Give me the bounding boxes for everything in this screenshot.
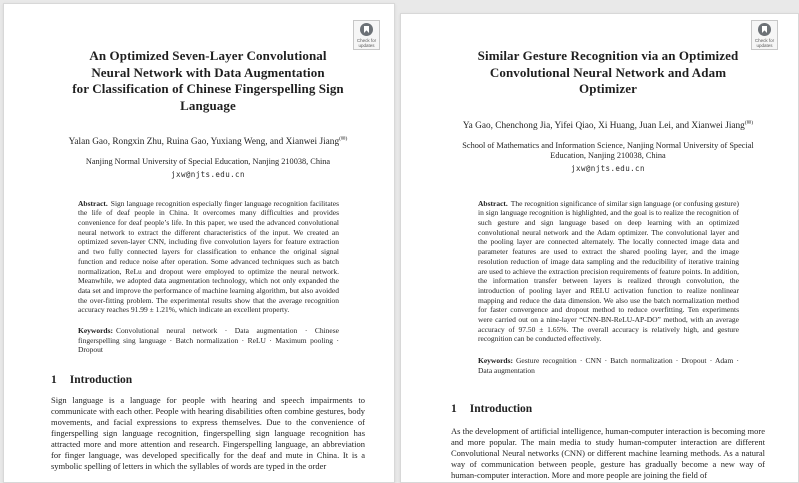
title-line: Optimizer <box>579 81 637 96</box>
bookmark-icon <box>758 23 771 36</box>
author-line <box>451 117 765 132</box>
abstract <box>78 199 339 315</box>
abstract-text: The recognition significance of similar sign language (or confusing gesture) in sign language recognition is highlighted, and the goal is to realize the recognition of such gesture and sign language based on deep learning with an optimized convolutional neural network and the Adam optimizer. The convolutional layer and the pooling layer are connected alternately. The locally connected image data and parameter features are used to extract the shared pooling layer, and the image resolution reduction of image data sampling and the reducibility of iterative training are used to achieve the extraction precision requirements of feature points. In addition, the information transfer between layers is realized through convolution, the introduction of pooling layer and RELU activation function to realize nonlinear mapping and reduce the data dimension. We also use the batch normalization method for faster convergence and dropout method to reduce overfitting. Ten experiments were carried out on a nine-layer “CNN-BN-ReLU-AP-DO” method, with an average accuracy of 97.50 ± 1.65%. The overall accuracy is relatively high, and gesture recognition can be conducted effectively. <box>478 198 739 344</box>
intro-paragraph: Sign language is a language for people with hearing and speech impairments to communicate with each other. People with hearing disabilities often combine gestures, body movements, and facial expressions to express themselves. Due to the convenience of fingerspelling sign language recognition, fingerspelling sign language recognition has attracted more and more attention and research. Fingerspelling language, an abbreviation for finger language, was developed specifically for the deaf and mute in China. It is a symbolic spelling of letters in which the syllables of words are typed in the order <box>51 395 365 472</box>
title-line: An Optimized Seven-Layer Convolutional <box>89 48 327 63</box>
section-heading-introduction <box>51 374 365 387</box>
section-title: Introduction <box>469 402 533 415</box>
author-names: Ya Gao, Chenchong Jia, Yifei Qiao, Xi Huang, Juan Lei, and Xianwei Jiang <box>462 120 745 131</box>
author-line <box>51 133 365 148</box>
affiliation: School of Mathematics and Information Science, Nanjing Normal University of Special Education, Nanjing 210038, China <box>462 140 754 161</box>
title-line: Similar Gesture Recognition via an Optimized <box>477 48 739 63</box>
check-for-updates-badge[interactable] <box>353 20 380 50</box>
check-for-updates-label: Check for updates <box>754 38 775 48</box>
email-text: jxw@njts.edu.cn <box>171 169 245 179</box>
section-title: Introduction <box>69 374 133 387</box>
keywords <box>78 326 339 355</box>
check-for-updates-badge[interactable] <box>751 20 778 50</box>
title-line: Language <box>180 97 236 113</box>
abstract-label: Abstract. <box>478 198 508 208</box>
keywords-label: Keywords: <box>78 326 113 336</box>
title-line: Neural Network with Data Augmentation <box>91 64 325 80</box>
intro-paragraph: As the development of artificial intelligence, human-computer interaction is becoming more and more popular. The main media to study human-computer interaction are different Convolutional Neural networks (CNN) or different machine learning methods. As a natural way of communication between people, gesture has gradually become a new way of human-computer interaction. More and more people are joining the field of <box>451 425 765 480</box>
paper-title <box>51 48 365 114</box>
title-line: for Classification of Chinese Fingerspelling Sign <box>72 81 344 96</box>
paper-page-left <box>3 3 395 483</box>
bookmark-icon <box>360 23 373 36</box>
corresponding-author-mark: (✉) <box>339 136 348 142</box>
affiliation: Nanjing Normal University of Special Education, Nanjing 210038, China <box>85 157 331 167</box>
corresponding-author-mark: (✉) <box>744 119 754 126</box>
author-names: Yalan Gao, Rongxin Zhu, Ruina Gao, Yuxiang Weng, and Xianwei Jiang <box>68 137 340 148</box>
check-for-updates-label: Check for updates <box>356 38 377 48</box>
abstract <box>478 199 739 345</box>
section-number: 1 <box>51 374 57 387</box>
keywords <box>478 356 739 375</box>
keywords-label: Keywords: <box>478 356 513 366</box>
keywords-text: Gesture recognition · CNN · Batch normalization · Dropout · Adam · Data augmentation <box>478 356 739 375</box>
abstract-label: Abstract. <box>78 198 108 208</box>
title-line: Convolutional Neural Network and Adam <box>489 64 727 80</box>
paper-page-right <box>400 13 799 483</box>
section-number: 1 <box>451 402 457 415</box>
keywords-text: Convolutional neural network · Data augmentation · Chinese fingerspelling sing language · Batch normalization · ReLU · Maximum pooling · Dropout <box>78 326 339 355</box>
section-heading-introduction <box>451 403 765 416</box>
abstract-text: Sign language recognition especially finger language recognition facilitates the life of deaf people in China. It overcomes many difficulties and provides convenience for deaf people’s life. In this paper, we used the advanced convolutional neural network to extract the different characteristics of the input. We created an optimized seven-layer CNN, including five convolution layers for feature extraction and two fully connected layers for classification to enhance the original signal function and reduce noise after operation. Some advanced techniques such as batch normalization, ReLu and dropout were employed to optimize the neural network. Meanwhile, we adopted data augmentation technology, which not only expanded the data set and improve the performance of machine learning algorithm, but also avoided the over-fitting problem. The experimental results show that the average recognition accuracy reaches 91.99 ± 1.21%, which indicate an excellent property. <box>78 198 339 315</box>
paper-title <box>451 48 765 98</box>
email-text: jxw@njts.edu.cn <box>571 163 645 173</box>
